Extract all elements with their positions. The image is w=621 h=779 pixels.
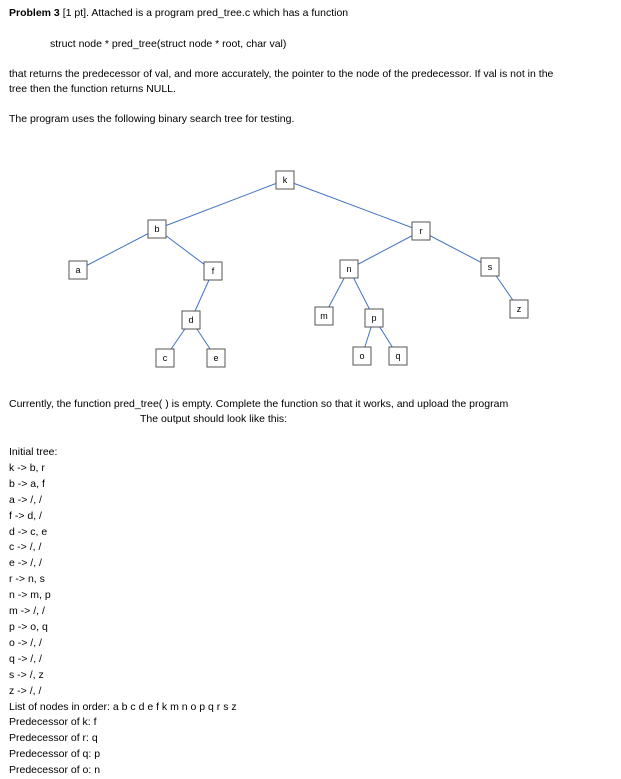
output-intro-text: The output should look like this: — [140, 413, 288, 425]
tree-node-label: o — [359, 351, 365, 361]
tree-node-s — [481, 258, 499, 276]
tree-node-n — [340, 260, 358, 278]
function-signature: struct node * pred_tree(struct node * root, char val) — [50, 38, 287, 50]
tree-node-b — [148, 220, 166, 238]
tree-node-o — [353, 347, 371, 365]
tree-node-r — [412, 222, 430, 240]
output-line: b -> a, f — [9, 477, 45, 490]
output-line: p -> o, q — [9, 620, 48, 633]
tree-node-d — [182, 311, 200, 329]
description-line-1: that returns the predecessor of val, and more accurately, the pointer to the node of the predecessor. If val is not in the — [9, 68, 554, 80]
tree-node-label: s — [487, 262, 493, 272]
tree-edge-r-n — [349, 231, 421, 269]
output-line: r -> n, s — [9, 573, 45, 586]
tree-node-m — [315, 307, 333, 325]
output-line: n -> m, p — [9, 589, 51, 602]
tree-node-label: q — [395, 351, 401, 361]
output-line: d -> c, e — [9, 525, 48, 538]
output-line: q -> /, / — [9, 652, 42, 665]
output-line: Predecessor of o: n — [9, 764, 101, 777]
problem-points: [1 pt]. — [62, 7, 89, 19]
output-line: List of nodes in order: a b c d e f k m n o p q r s z — [9, 700, 237, 713]
tree-node-label: c — [162, 353, 168, 363]
output-line: o -> /, / — [9, 636, 42, 649]
tree-node-label: e — [213, 353, 219, 363]
output-line: Predecessor of q: p — [9, 748, 101, 761]
problem-heading-line — [9, 7, 348, 20]
output-line: m -> /, / — [9, 605, 45, 618]
tree-node-label: b — [154, 224, 160, 234]
tree-node-p — [365, 309, 383, 327]
tree-node-c — [156, 349, 174, 367]
tree-node-label: a — [75, 265, 81, 275]
tree-node-label: p — [371, 313, 377, 323]
output-line: Initial tree: — [9, 446, 58, 458]
tree-node-label: z — [516, 304, 522, 314]
tree-edge-k-b — [157, 180, 285, 229]
problem-heading: Problem 3 — [9, 7, 60, 19]
output-line: c -> /, / — [9, 541, 42, 554]
tree-node-label: m — [320, 311, 328, 321]
output-line: e -> /, / — [9, 557, 42, 570]
tree-edge-k-r — [285, 180, 421, 231]
instruction-text: Currently, the function pred_tree( ) is empty. Complete the function so that it works, and upload the program — [9, 398, 509, 410]
tree-node-label: k — [282, 175, 288, 185]
tree-edge-r-s — [421, 231, 490, 267]
tree-node-label: r — [419, 226, 423, 236]
tree-node-e — [207, 349, 225, 367]
uses-tree-text: The program uses the following binary search tree for testing. — [9, 113, 295, 125]
description-line-2: tree then the function returns NULL. — [9, 83, 176, 95]
tree-node-a — [69, 261, 87, 279]
output-line: s -> /, z — [9, 668, 44, 681]
output-line: Predecessor of k: f — [9, 716, 97, 729]
problem-intro: Attached is a program pred_tree.c which has a function — [91, 7, 349, 19]
output-line: z -> /, / — [9, 684, 42, 697]
output-line: k -> b, r — [9, 461, 45, 474]
tree-node-f — [204, 262, 222, 280]
output-line: a -> /, / — [9, 493, 42, 506]
program-output — [9, 445, 237, 779]
tree-node-label: f — [211, 266, 215, 276]
tree-node-label: n — [346, 264, 352, 274]
tree-edge-b-a — [78, 229, 157, 270]
tree-node-q — [389, 347, 407, 365]
tree-node-z — [510, 300, 528, 318]
binary-search-tree-diagram — [0, 160, 621, 380]
output-line: Predecessor of r: q — [9, 732, 98, 745]
tree-node-k — [276, 171, 294, 189]
output-line: f -> d, / — [9, 509, 42, 522]
tree-node-label: d — [188, 315, 194, 325]
